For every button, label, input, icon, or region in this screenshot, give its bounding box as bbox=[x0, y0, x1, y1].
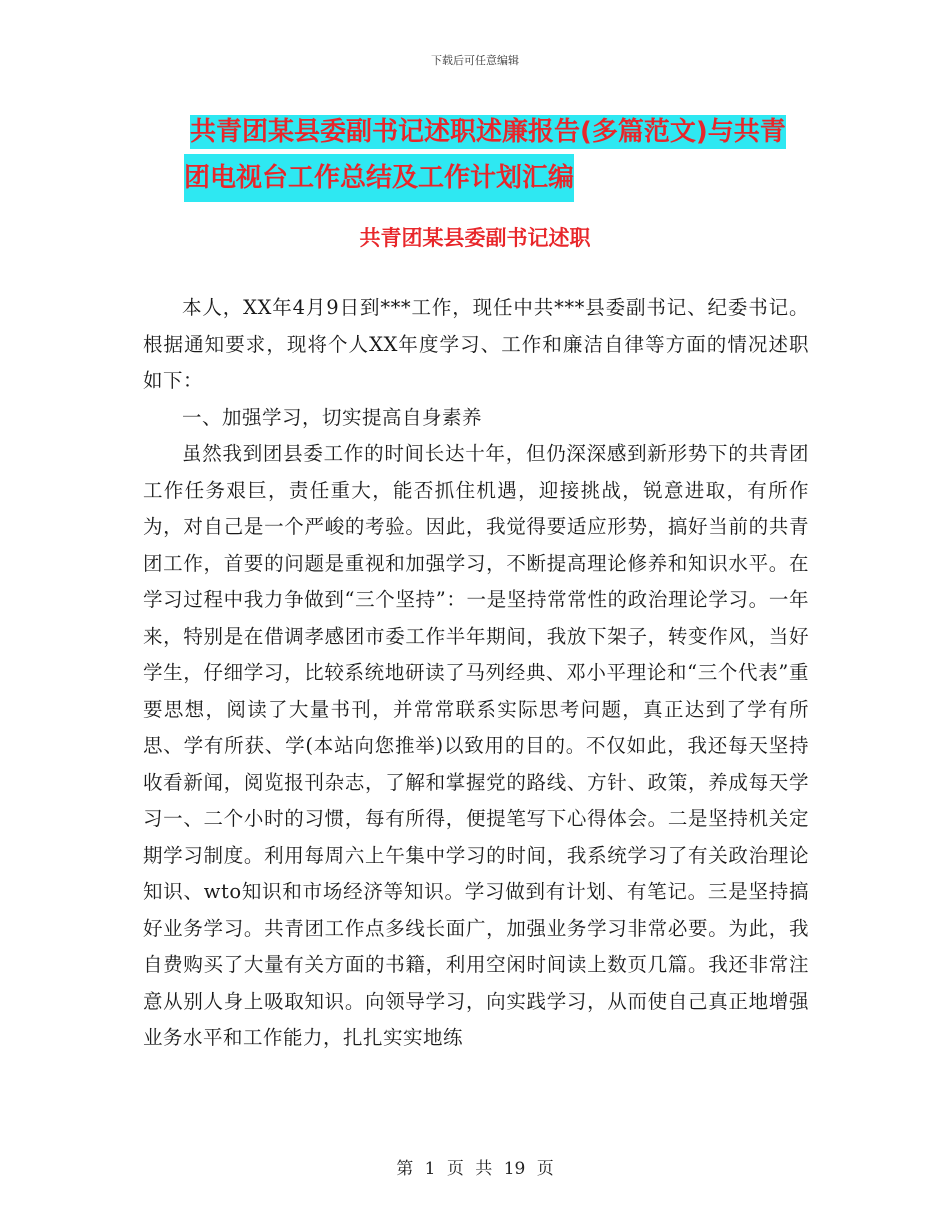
document-title-line-2: 团电视台工作总结及工作计划汇编 bbox=[184, 154, 574, 202]
document-title-line-1: 共青团某县委副书记述职述廉报告(多篇范文)与共青 bbox=[190, 117, 786, 147]
paragraph-main: 虽然我到团县委工作的时间长达十年，但仍深深感到新形势下的共青团工作任务艰巨，责任重大，能否抓住机遇，迎接挑战，锐意进取，有所作为，对自己是一个严峻的考验。因此，我觉得要适应形势，搞好当前的共青团工作，首要的问题是重视和加强学习，不断提高理论修养和知识水平。在学习过程中我力争做到“三个坚持”：一是坚持常常性的政治理论学习。一年来，特别是在借调孝感团市委工作半年期间，我放下架子，转变作风，当好学生，仔细学习，比较系统地研读了马列经典、邓小平理论和“三个代表”重要思想，阅读了大量书刊，并常常联系实际思考问题，真正达到了学有所思、学有所获、学(本站向您推举)以致用的目的。不仅如此，我还每天坚持收看新闻，阅览报刊杂志，了解和掌握党的路线、方针、政策，养成每天学习一、二个小时的习惯，每有所得，便提笔写下心得体会。二是坚持机关定期学习制度。利用每周六上午集中学习的时间，我系统学习了有关政治理论知识、wto知识和市场经济等知识。学习做到有计划、有笔记。三是坚持搞好业务学习。共青团工作点多线长面广，加强业务学习非常必要。为此，我自费购买了大量有关方面的书籍，利用空闲时间读上数页几篇。我还非常注意从别人身上吸取知识。向领导学习，向实践学习，从而使自己真正地增强业务水平和工作能力，扎扎实实地练 bbox=[143, 442, 809, 1049]
body-text bbox=[143, 290, 809, 1057]
document-title bbox=[184, 110, 810, 202]
paragraph-heading: 一、加强学习，切实提高自身素养 bbox=[182, 405, 483, 429]
paragraph-intro: 本人，XX年4月9日到***工作，现任中共***县委副书记、纪委书记。根据通知要求，现将个人XX年度学习、工作和廉洁自律等方面的情况述职如下： bbox=[143, 296, 809, 392]
section-title: 共青团某县委副书记述职 bbox=[359, 226, 591, 250]
header-note: 下载后可任意编辑 bbox=[431, 54, 519, 67]
page-footer: 第 1 页 共 19 页 bbox=[396, 1159, 554, 1179]
